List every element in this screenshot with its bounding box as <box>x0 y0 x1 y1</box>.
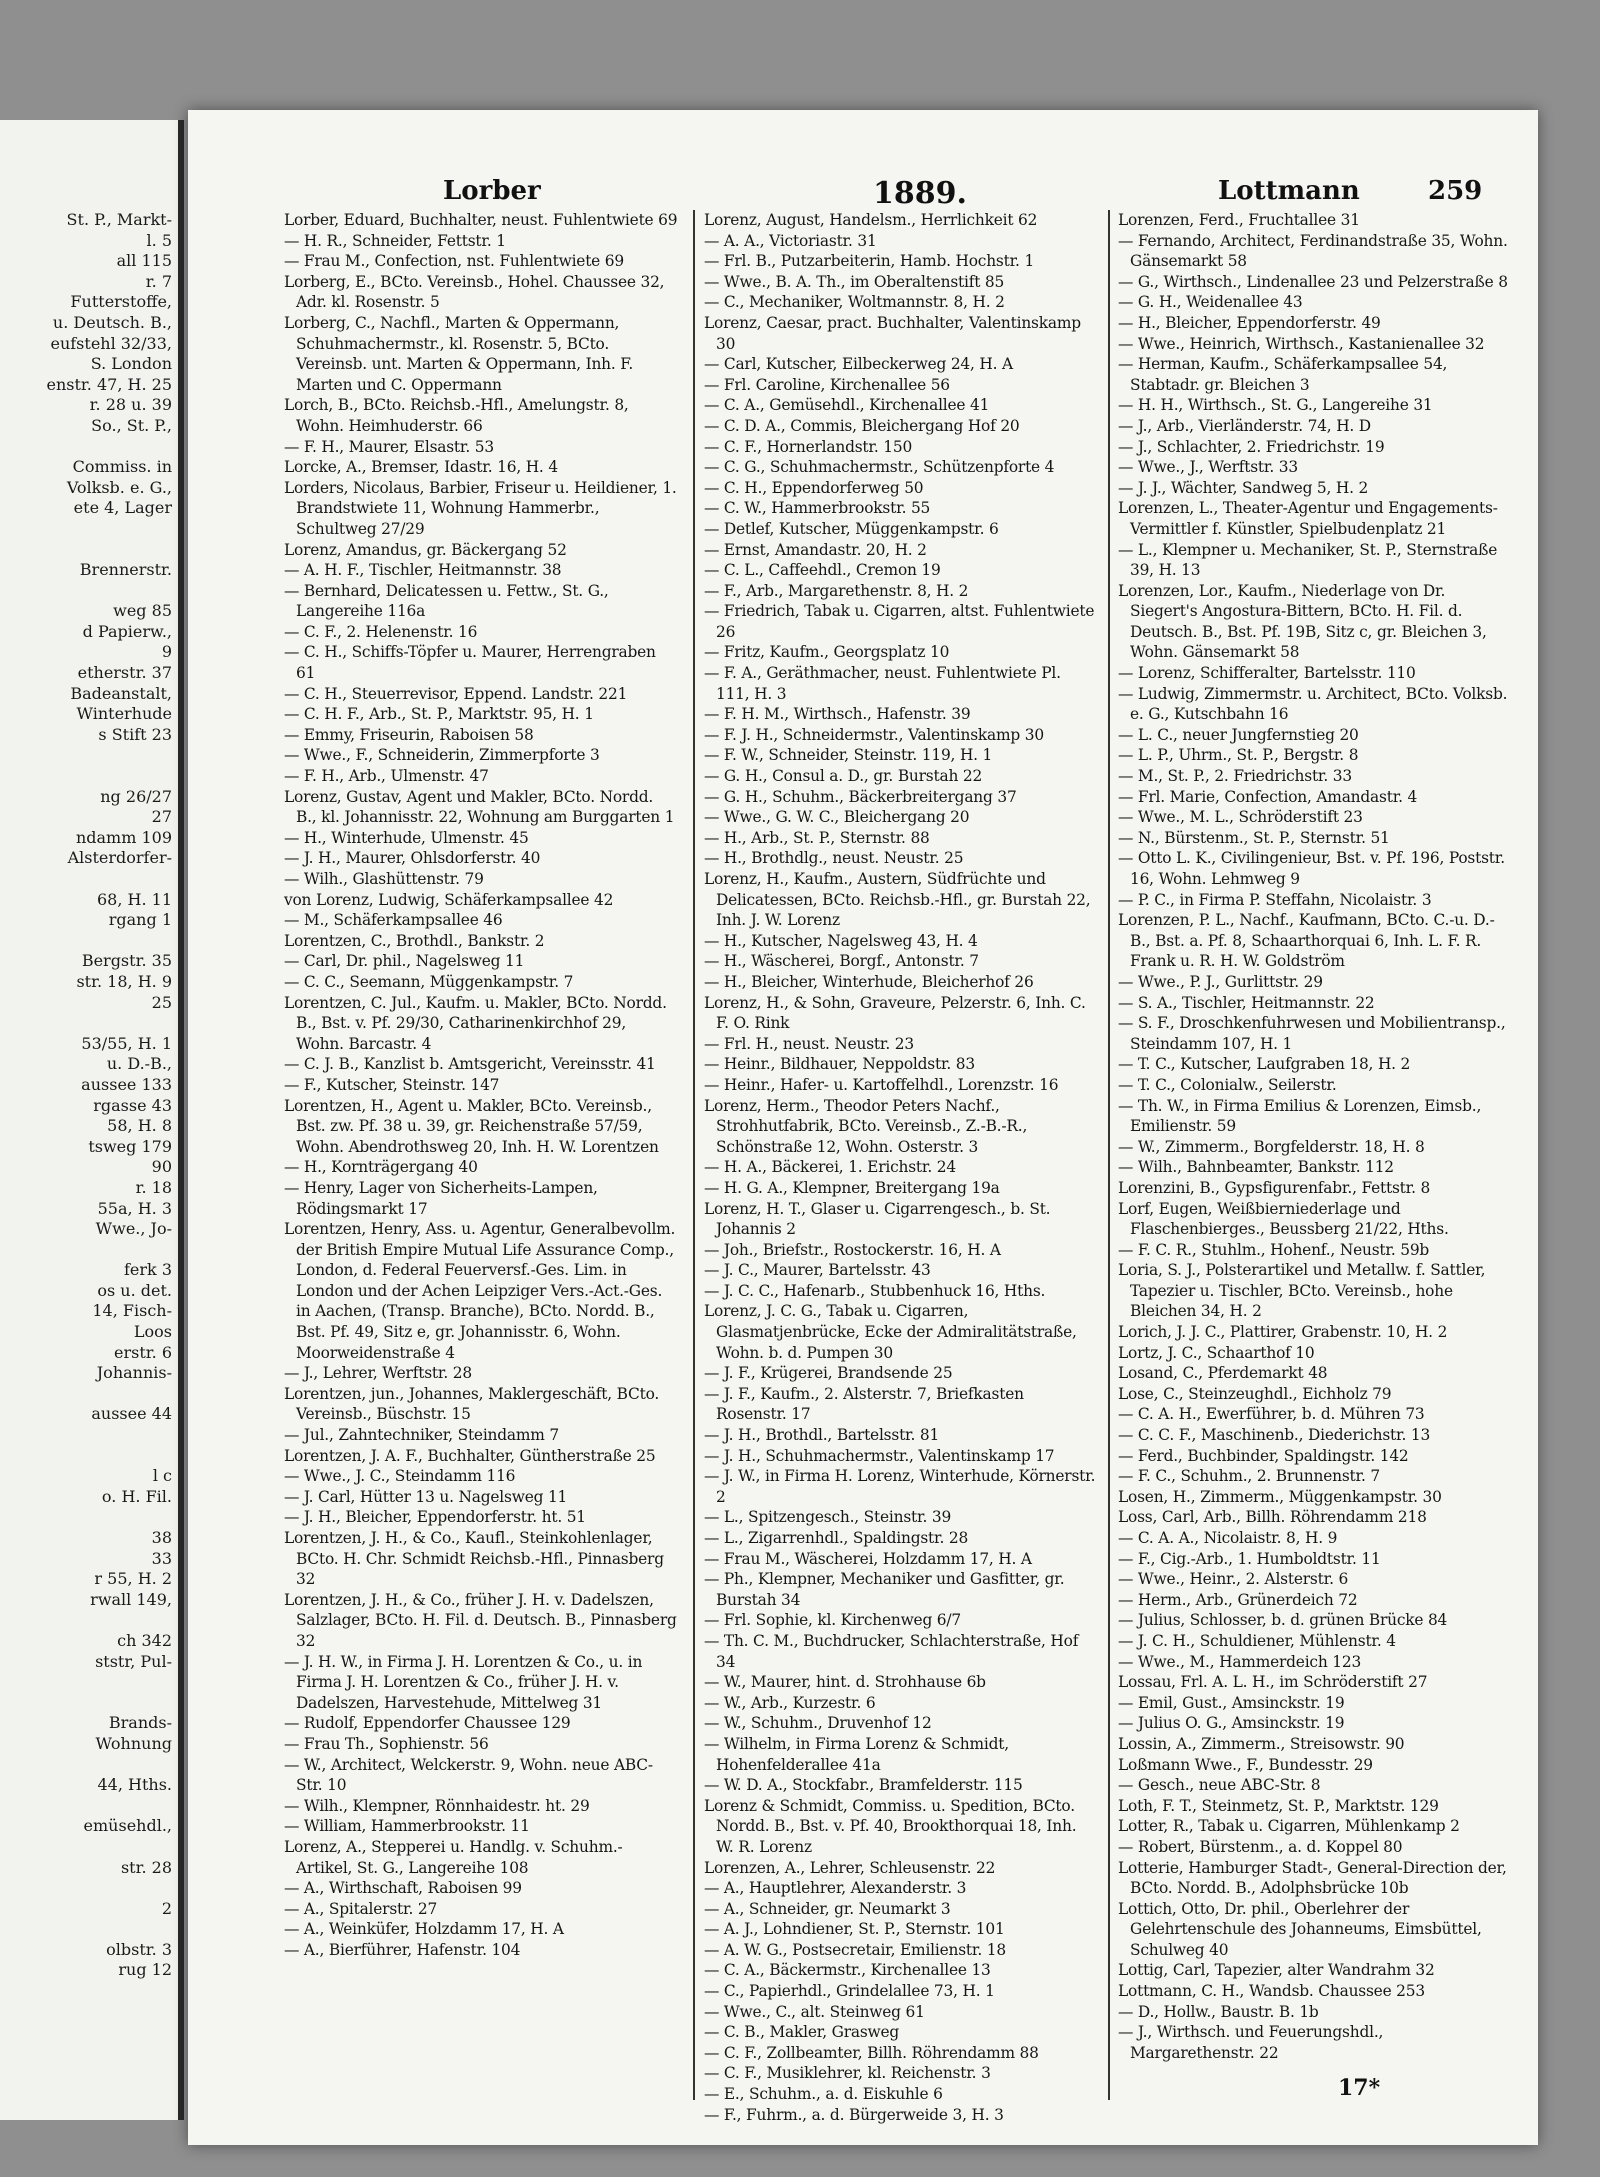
directory-entry: — A. A., Victoriastr. 31 <box>704 231 877 250</box>
directory-entry: Lorenzen, L., Theater-Agentur und Engagements-Vermittler f. Künstler, Spielbudenplatz 21 <box>1118 499 1498 538</box>
directory-entry: — Lorenz, Schifferalter, Bartelsstr. 110 <box>1118 664 1416 683</box>
column-divider <box>693 210 695 2100</box>
directory-entry: — Wwe., Heinr., 2. Alsterstr. 6 <box>1118 1570 1349 1589</box>
directory-entry: Lorentzen, C. Jul., Kaufm. u. Makler, BCto. Nordd. B., Bst. v. Pf. 29/30, Catharinenkirchhof 29, Wohn. Barcastr. 4 <box>284 993 667 1053</box>
left-fragment-line: d Papierw., <box>82 621 172 641</box>
directory-entry: Losen, H., Zimmerm., Müggenkampstr. 30 <box>1118 1487 1442 1506</box>
directory-entry: Lotter, R., Tabak u. Cigarren, Mühlenkamp 2 <box>1118 1817 1460 1836</box>
directory-entry: Lorenzen, P. L., Nachf., Kaufmann, BCto. C.-u. D.-B., Bst. a. Pf. 8, Schaarthorquai 6, Inh. L. F. R. Frank u. R. H. W. Goldström <box>1118 911 1495 971</box>
directory-entry: — F. A., Geräthmacher, neust. Fuhlentwiete Pl. 111, H. 3 <box>704 664 1061 703</box>
directory-entry: — C. H., Schiffs-Töpfer u. Maurer, Herrengraben 61 <box>284 643 656 683</box>
header-year: 1889. <box>873 176 967 211</box>
directory-entry: — H. G. A., Klempner, Breitergang 19a <box>704 1178 1000 1197</box>
directory-entry: — A., Wirthschaft, Raboisen 99 <box>284 1879 522 1898</box>
directory-entry: — Jul., Zahntechniker, Steindamm 7 <box>284 1426 559 1445</box>
left-fragment-line <box>0 1013 178 1034</box>
directory-entry: Lossau, Frl. A. L. H., im Schröderstift 27 <box>1118 1673 1428 1692</box>
directory-entry: — A., Spitalerstr. 27 <box>284 1899 438 1918</box>
left-page-text <box>0 120 178 1981</box>
directory-entry: — N., Bürstenm., St. P., Sternstr. 51 <box>1118 828 1390 847</box>
left-fragment-line: rwall 149, <box>90 1589 172 1609</box>
directory-entry: — J. H., Bleicher, Eppendorferstr. ht. 51 <box>284 1508 586 1527</box>
left-fragment-line: ststr, Pul- <box>95 1651 172 1671</box>
directory-entry: — Carl, Kutscher, Eilbeckerweg 24, H. A <box>704 355 1013 374</box>
left-fragment-line <box>0 1610 178 1631</box>
left-fragment-line <box>0 1878 178 1899</box>
directory-entry: — C. J. B., Kanzlist b. Amtsgericht, Vereinsstr. 41 <box>284 1055 656 1074</box>
directory-entry: Lose, C., Steinzeughdl., Eichholz 79 <box>1118 1384 1392 1403</box>
left-fragment-line: Brands- <box>108 1713 172 1733</box>
directory-entry: — Heinr., Hafer- u. Kartoffelhdl., Lorenzstr. 16 <box>704 1075 1059 1094</box>
directory-entry: — Joh., Briefstr., Rostockerstr. 16, H. A <box>704 1240 1001 1259</box>
directory-entry: Lorenz, H. T., Glaser u. Cigarrengesch., b. St. Johannis 2 <box>704 1199 1051 1239</box>
left-fragment-line: rgang 1 <box>108 910 172 930</box>
directory-entry: — J. F., Kaufm., 2. Alsterstr. 7, Briefkasten Rosenstr. 17 <box>704 1384 1024 1424</box>
left-fragment-line: ndamm 109 <box>75 827 172 847</box>
directory-entry: — H., Kutscher, Nagelsweg 43, H. 4 <box>704 931 978 950</box>
directory-entry: Lorberg, E., BCto. Vereinsb., Hohel. Chaussee 32, Adr. kl. Rosenstr. 5 <box>284 272 665 312</box>
left-fragment-line: 2 <box>161 1898 172 1918</box>
column-1 <box>284 210 678 1960</box>
directory-entry: — G. H., Consul a. D., gr. Burstah 22 <box>704 767 983 786</box>
left-fragment-line: r. 7 <box>145 271 172 291</box>
directory-entry: Lorch, B., BCto. Reichsb.-Hfl., Amelungstr. 8, Wohn. Heimhuderstr. 66 <box>284 396 629 435</box>
directory-entry: — Wwe., C., alt. Steinweg 61 <box>704 2002 925 2021</box>
signature-mark: 17* <box>1338 2075 1381 2101</box>
directory-entry: — F. H., Maurer, Elsastr. 53 <box>284 437 494 456</box>
directory-entry: Lorenzen, Ferd., Fruchtallee 31 <box>1118 211 1360 229</box>
directory-entry: Lorberg, C., Nachfl., Marten & Oppermann, Schuhmachermstr., kl. Rosenstr. 5, BCto. Vereinsb. unt. Marten & Oppermann, Inh. F. Marten und C. Oppermann <box>284 313 634 394</box>
directory-entry: Lorenz, Gustav, Agent und Makler, BCto. Nordd. B., kl. Johannisstr. 22, Wohnung am Burggarten 1 <box>284 787 675 827</box>
directory-entry: — A., Hauptlehrer, Alexanderstr. 3 <box>704 1879 967 1898</box>
directory-entry: — C. A., Gemüsehdl., Kirchenallee 41 <box>704 396 990 415</box>
directory-entry: — H. R., Schneider, Fettstr. 1 <box>284 231 506 250</box>
directory-entry: — Ph., Klempner, Mechaniker und Gasfitter, gr. Burstah 34 <box>704 1570 1065 1609</box>
left-fragment-line: 44, Hths. <box>97 1775 172 1795</box>
directory-entry: — S. A., Tischler, Heitmannstr. 22 <box>1118 993 1375 1012</box>
left-fragment-line: os u. det. <box>97 1280 172 1300</box>
directory-entry: — C. H. F., Arb., St. P., Marktstr. 95, H. 1 <box>284 705 594 724</box>
left-fragment-line: Wwe., Jo- <box>95 1219 172 1239</box>
directory-entry: — Wwe., P. J., Gurlittstr. 29 <box>1118 972 1323 991</box>
directory-entry: — C., Papierhdl., Grindelallee 73, H. 1 <box>704 1982 995 2001</box>
directory-entry: — C., Mechaniker, Woltmannstr. 8, H. 2 <box>704 293 1005 312</box>
directory-entry: Lorentzen, J. H., & Co., Kaufl., Steinkohlenlager, BCto. H. Chr. Schmidt Reichsb.-Hfl., Pinnasberg 32 <box>284 1529 664 1589</box>
left-fragment-line <box>0 1919 178 1940</box>
directory-entry: — Ernst, Amandastr. 20, H. 2 <box>704 540 927 559</box>
directory-entry: — W., Schuhm., Druvenhof 12 <box>704 1714 932 1733</box>
directory-entry: — Herm., Arb., Grünerdeich 72 <box>1118 1590 1358 1609</box>
directory-entry: — W., Maurer, hint. d. Strohhause 6b <box>704 1673 986 1692</box>
column-divider <box>1108 210 1110 2100</box>
directory-entry: Lotterie, Hamburger Stadt-, General-Direction der, BCto. Nordd. B., Adolphsbrücke 10b <box>1118 1858 1507 1898</box>
directory-entry: Lorentzen, H., Agent u. Makler, BCto. Vereinsb., Bst. zw. Pf. 38 u. 39, gr. Reichenstraße 57/59, Wohn. Abendrothsweg 20, Inh. H. W. Lorentzen <box>284 1096 659 1156</box>
directory-entry: Loria, S. J., Polsterartikel und Metallw. f. Sattler, Tapezier u. Tischler, BCto. Vereinsb., hohe Bleichen 34, H. 2 <box>1118 1261 1486 1321</box>
directory-entry: — J. H., Schuhmachermstr., Valentinskamp 17 <box>704 1446 1055 1465</box>
directory-entry: — J. W., in Firma H. Lorenz, Winterhude, Körnerstr. 2 <box>704 1467 1096 1506</box>
directory-entry: — A. H. F., Tischler, Heitmannstr. 38 <box>284 561 562 580</box>
left-fragment-line: aussee 44 <box>91 1404 172 1424</box>
directory-entry: — P. C., in Firma P. Steffahn, Nicolaistr. 3 <box>1118 890 1432 909</box>
directory-entry: — J., Arb., Vierländerstr. 74, H. D <box>1118 416 1371 435</box>
directory-entry: — A. W. G., Postsecretair, Emilienstr. 18 <box>704 1940 1006 1959</box>
directory-entry: — F. C. R., Stuhlm., Hohenf., Neustr. 59b <box>1118 1240 1430 1259</box>
left-fragment-line: 68, H. 11 <box>96 889 172 909</box>
left-fragment-line: rgasse 43 <box>93 1095 172 1115</box>
directory-entry: Lorentzen, J. A. F., Buchhalter, Güntherstraße 25 <box>284 1446 656 1465</box>
directory-entry: Lorenz, H., & Sohn, Graveure, Pelzerstr. 6, Inh. C. F. O. Rink <box>704 993 1086 1033</box>
directory-entry: — Wwe., G. W. C., Bleichergang 20 <box>704 808 970 827</box>
directory-entry: Lorenz & Schmidt, Commiss. u. Spedition, BCto. Nordd. B., Bst. v. Pf. 40, Brookthorquai 18, Inh. W. R. Lorenz <box>704 1796 1077 1856</box>
directory-entry: Loßmann Wwe., F., Bundesstr. 29 <box>1118 1755 1373 1774</box>
directory-entry: — Wilh., Bahnbeamter, Bankstr. 112 <box>1118 1158 1394 1177</box>
directory-entry: — Henry, Lager von Sicherheits-Lampen, Rödingsmarkt 17 <box>284 1178 598 1218</box>
left-fragment-line: weg 85 <box>113 601 172 621</box>
left-fragment-line: Wohnung <box>95 1733 172 1753</box>
directory-entry: — C. A. A., Nicolaistr. 8, H. 9 <box>1118 1529 1338 1547</box>
directory-entry: — Otto L. K., Civilingenieur, Bst. v. Pf. 196, Poststr. 16, Wohn. Lehmweg 9 <box>1118 849 1505 888</box>
directory-entry: — F., Arb., Margarethenstr. 8, H. 2 <box>704 581 969 600</box>
directory-entry: — Frau M., Confection, nst. Fuhlentwiete 69 <box>284 252 624 271</box>
directory-entry: — Wilh., Klempner, Rönnhaidestr. ht. 29 <box>284 1796 590 1815</box>
left-fragment-line: Badeanstalt, <box>70 683 172 703</box>
directory-entry: — C. F., Musiklehrer, kl. Reichenstr. 3 <box>704 2064 991 2083</box>
left-fragment-line: 58, H. 8 <box>107 1116 172 1136</box>
directory-entry: — J. C., Maurer, Bartelsstr. 43 <box>704 1261 931 1280</box>
directory-entry: — Ferd., Buchbinder, Spaldingstr. 142 <box>1118 1446 1409 1465</box>
left-fragment-line: eufstehl 32/33, <box>50 333 172 353</box>
left-fragment-line: Johannis- <box>96 1363 172 1383</box>
directory-entry: Lorenzen, A., Lehrer, Schleusenstr. 22 <box>704 1858 996 1877</box>
directory-entry: Lottig, Carl, Tapezier, alter Wandrahm 32 <box>1118 1961 1435 1980</box>
left-fragment-line: ch 342 <box>117 1630 172 1650</box>
directory-entry: — Friedrich, Tabak u. Cigarren, altst. Fuhlentwiete 26 <box>704 602 1095 641</box>
left-fragment-line: l. 5 <box>146 230 172 250</box>
left-fragment-line <box>0 1384 178 1405</box>
directory-entry: — C. F., Hornerlandstr. 150 <box>704 437 913 456</box>
directory-entry: — M., St. P., 2. Friedrichstr. 33 <box>1118 767 1352 786</box>
directory-entry: Lorenzini, B., Gypsfigurenfabr., Fettstr. 8 <box>1118 1178 1431 1197</box>
directory-entry: — Emmy, Friseurin, Raboisen 58 <box>284 725 534 744</box>
directory-entry: — G., Wirthsch., Lindenallee 23 und Pelzerstraße 8 <box>1118 272 1508 291</box>
directory-entry: Lorenz, August, Handelsm., Herrlichkeit 62 <box>704 211 1038 229</box>
directory-entry: — Julius O. G., Amsinckstr. 19 <box>1118 1714 1345 1733</box>
left-fragment-line: enstr. 47, H. 25 <box>46 374 172 394</box>
left-fragment-line: ferk 3 <box>124 1260 172 1280</box>
directory-entry: — Frl. H., neust. Neustr. 23 <box>704 1034 914 1053</box>
left-fragment-line <box>0 1240 178 1261</box>
directory-entry: — C. F., Zollbeamter, Billh. Röhrendamm 88 <box>704 2043 1039 2062</box>
directory-entry: — Julius, Schlosser, b. d. grünen Brücke 84 <box>1118 1611 1448 1630</box>
directory-entry: — William, Hammerbrookstr. 11 <box>284 1817 530 1836</box>
directory-entry: — C. G., Schuhmachermstr., Schützenpforte 4 <box>704 458 1055 477</box>
directory-entry: — Bernhard, Delicatessen u. Fettw., St. G., Langereihe 116a <box>284 581 609 621</box>
directory-entry: Lorcke, A., Bremser, Idastr. 16, H. 4 <box>284 458 558 477</box>
directory-entry: Lorenzen, Lor., Kaufm., Niederlage von Dr. Siegert's Angostura-Bittern, BCto. H. Fil. d. Deutsch. B., Bst. Pf. 19B, Sitz c, gr. Bleichen 3, Wohn. Gänsemarkt 58 <box>1118 581 1487 662</box>
directory-entry: — J. H., Maurer, Ohlsdorferstr. 40 <box>284 849 541 868</box>
left-fragment-line: Bergstr. 35 <box>81 951 172 971</box>
directory-entry: — Wwe., J. C., Steindamm 116 <box>284 1467 516 1486</box>
directory-entry: Lorentzen, J. H., & Co., früher J. H. v. Dadelszen, Salzlager, BCto. H. Fil. d. Deutsch. B., Pinnasberg 32 <box>284 1590 677 1650</box>
directory-entry: Lossin, A., Zimmerm., Streisowstr. 90 <box>1118 1734 1405 1753</box>
left-fragment-line: u. Deutsch. B., <box>52 312 172 332</box>
directory-entry: Lottich, Otto, Dr. phil., Oberlehrer der Gelehrtenschule des Johanneums, Eimsbüttel, Schulweg 40 <box>1118 1899 1482 1959</box>
left-fragment-line: u. D.-B., <box>106 1054 172 1074</box>
left-fragment-line <box>0 1693 178 1714</box>
directory-entry: — L. C., neuer Jungfernstieg 20 <box>1118 725 1359 744</box>
directory-entry: Lorentzen, C., Brothdl., Bankstr. 2 <box>284 931 545 950</box>
left-fragment-line: 33 <box>151 1548 172 1568</box>
directory-entry: — H., Bleicher, Winterhude, Bleicherhof 26 <box>704 972 1034 991</box>
directory-entry: von Lorenz, Ludwig, Schäferkampsallee 42 <box>284 890 614 909</box>
directory-entry: Loss, Carl, Arb., Billh. Röhrendamm 218 <box>1118 1508 1427 1527</box>
left-fragment-line: Brennerstr. <box>79 560 172 580</box>
left-fragment-line: St. P., Markt- <box>66 210 172 229</box>
directory-entry: — W., Zimmerm., Borgfelderstr. 18, H. 8 <box>1118 1137 1425 1156</box>
directory-entry: — Wwe., M., Hammerdeich 123 <box>1118 1652 1362 1671</box>
directory-entry: — H. A., Bäckerei, 1. Erichstr. 24 <box>704 1158 956 1177</box>
left-fragment-line <box>0 931 178 952</box>
directory-entry: — F. C., Schuhm., 2. Brunnenstr. 7 <box>1118 1467 1380 1486</box>
directory-entry: — Th. W., in Firma Emilius & Lorenzen, Eimsb., Emilienstr. 59 <box>1118 1096 1482 1136</box>
left-fragment-line: 9 <box>161 642 172 662</box>
directory-entry: Lorber, Eduard, Buchhalter, neust. Fuhlentwiete 69 <box>284 211 678 229</box>
left-fragment-line: aussee 133 <box>81 1074 172 1094</box>
directory-entry: — L., Spitzengesch., Steinstr. 39 <box>704 1508 952 1527</box>
left-fragment-line: s Stift 23 <box>98 724 172 744</box>
directory-entry: — Wwe., B. A. Th., im Oberaltenstift 85 <box>704 272 1005 291</box>
directory-entry: — J. Carl, Hütter 13 u. Nagelsweg 11 <box>284 1487 568 1506</box>
directory-entry: — C. C., Seemann, Müggenkampstr. 7 <box>284 972 574 991</box>
directory-entry: — Frau M., Wäscherei, Holzdamm 17, H. A <box>704 1549 1032 1568</box>
directory-entry: — C. A., Bäckermstr., Kirchenallee 13 <box>704 1961 991 1980</box>
directory-entry: Lorentzen, Henry, Ass. u. Agentur, Generalbevollm. der British Empire Mutual Life Assurance Comp., London, d. Federal Feuerversf.-Ges. Lim. in London und der Achen Leipziger Vers.-Act.-Ges. in Aachen, (Transp. Branche), BCto. Nordd. B., Bst. Pf. 49, Sitz e, gr. Johannisstr. 6, Wohn. Moorweidenstraße 4 <box>284 1220 676 1362</box>
directory-entry: — Robert, Bürstenm., a. d. Koppel 80 <box>1118 1837 1403 1856</box>
left-fragment-line: olbstr. 3 <box>106 1939 172 1959</box>
directory-entry: — Rudolf, Eppendorfer Chaussee 129 <box>284 1714 571 1733</box>
left-fragment-line <box>0 869 178 890</box>
left-fragment-line <box>0 1796 178 1817</box>
left-fragment-line: 38 <box>151 1528 172 1547</box>
directory-entry: — A., Weinküfer, Holzdamm 17, H. A <box>284 1920 564 1939</box>
directory-entry: — H., Bleicher, Eppendorferstr. 49 <box>1118 313 1381 332</box>
directory-entry: Loth, F. T., Steinmetz, St. P., Marktstr. 129 <box>1118 1796 1439 1815</box>
directory-entry: — C. B., Makler, Grasweg <box>704 2023 900 2042</box>
left-fragment-line: o. H. Fil. <box>101 1486 172 1506</box>
left-fragment-line: etherstr. 37 <box>77 663 172 683</box>
directory-entry: Lorenz, H., Kaufm., Austern, Südfrüchte und Delicatessen, BCto. Reichsb.-Hfl., gr. Burstah 22, Inh. J. W. Lorenz <box>704 870 1091 930</box>
left-fragment-line: Volksb. e. G., <box>66 477 172 497</box>
left-fragment-line <box>0 745 178 766</box>
directory-entry: — Herman, Kaufm., Schäferkampsallee 54, Stabtadr. gr. Bleichen 3 <box>1118 355 1448 394</box>
left-fragment-line: l c <box>152 1466 172 1486</box>
directory-entry: — Wwe., M. L., Schröderstift 23 <box>1118 808 1363 827</box>
left-fragment-line: ete 4, Lager <box>73 498 172 518</box>
header-right-word: Lottmann <box>1218 176 1360 206</box>
directory-entry: Lottmann, C. H., Wandsb. Chaussee 253 <box>1118 1982 1425 2001</box>
directory-entry: — Detlef, Kutscher, Müggenkampstr. 6 <box>704 519 999 538</box>
directory-entry: — Fernando, Architect, Ferdinandstraße 35, Wohn. Gänsemarkt 58 <box>1118 231 1508 271</box>
directory-entry: Lorenz, A., Stepperei u. Handlg. v. Schuhm.-Artikel, St. G., Langereihe 108 <box>284 1837 623 1877</box>
left-fragment-line: r. 18 <box>135 1177 172 1197</box>
left-fragment-line: r. 28 u. 39 <box>89 395 172 415</box>
left-fragment-line: 25 <box>151 992 172 1012</box>
directory-entry: — Wwe., J., Werftstr. 33 <box>1118 458 1298 477</box>
directory-entry: — J. C. H., Schuldiener, Mühlenstr. 4 <box>1118 1631 1396 1650</box>
directory-entry: — J., Wirthsch. und Feuerungshdl., Margarethenstr. 22 <box>1118 2023 1384 2062</box>
directory-entry: — W., Architect, Welckerstr. 9, Wohn. neue ABC-Str. 10 <box>284 1755 653 1795</box>
left-fragment-line: erstr. 6 <box>114 1342 172 1362</box>
directory-page <box>188 110 1538 2145</box>
directory-entry: — T. C., Kutscher, Laufgraben 18, H. 2 <box>1118 1055 1411 1074</box>
directory-entry: — H., Winterhude, Ulmenstr. 45 <box>284 828 529 847</box>
left-fragment-line: 14, Fisch- <box>92 1301 172 1321</box>
directory-entry: Lorenz, Amandus, gr. Bäckergang 52 <box>284 540 567 559</box>
page-number: 259 <box>1428 176 1483 206</box>
directory-entry: — H., Kornträgergang 40 <box>284 1158 478 1177</box>
directory-entry: — F., Cig.-Arb., 1. Humboldtstr. 11 <box>1118 1549 1381 1568</box>
directory-entry: — C. H., Eppendorferweg 50 <box>704 478 924 497</box>
directory-entry: — J. J., Wächter, Sandweg 5, H. 2 <box>1118 478 1369 497</box>
left-fragment-line: tsweg 179 <box>88 1136 172 1156</box>
directory-entry: — L., Klempner u. Mechaniker, St. P., Sternstraße 39, H. 13 <box>1118 540 1498 580</box>
directory-entry: — Frl. Marie, Confection, Amandastr. 4 <box>1118 787 1418 806</box>
directory-entry: — C. A. H., Ewerführer, b. d. Mühren 73 <box>1118 1405 1425 1424</box>
left-fragment-line: all 115 <box>116 251 172 271</box>
directory-entry: — C. D. A., Commis, Bleichergang Hof 20 <box>704 416 1020 435</box>
directory-entry: — F., Kutscher, Steinstr. 147 <box>284 1075 500 1094</box>
directory-entry: — J., Lehrer, Werftstr. 28 <box>284 1364 472 1383</box>
directory-entry: — H., Arb., St. P., Sternstr. 88 <box>704 828 930 847</box>
left-fragment-line: Alsterdorfer- <box>67 848 172 868</box>
directory-entry: — C. W., Hammerbrookstr. 55 <box>704 499 931 518</box>
directory-entry: — J. H. W., in Firma J. H. Lorentzen & Co., u. in Firma J. H. Lorentzen & Co., früher J. H. v. Dadelszen, Harvestehude, Mittelweg 31 <box>284 1652 643 1712</box>
directory-entry: — Wwe., F., Schneiderin, Zimmerpforte 3 <box>284 746 600 765</box>
directory-entry: — F. J. H., Schneidermstr., Valentinskamp 30 <box>704 725 1044 744</box>
left-fragment-line: S. London <box>90 354 172 374</box>
left-fragment-line: Commiss. in <box>72 457 172 477</box>
directory-entry: — Fritz, Kaufm., Georgsplatz 10 <box>704 643 950 662</box>
directory-entry: — H. H., Wirthsch., St. G., Langereihe 31 <box>1118 396 1433 415</box>
directory-entry: — C. H., Steuerrevisor, Eppend. Landstr. 221 <box>284 684 628 703</box>
directory-entry: — Wilhelm, in Firma Lorenz & Schmidt, Hohenfelderallee 41a <box>704 1734 1009 1774</box>
directory-entry: — Ludwig, Zimmermstr. u. Architect, BCto. Volksb. e. G., Kutschbahn 16 <box>1118 684 1508 724</box>
left-fragment-line: 90 <box>151 1157 172 1177</box>
directory-entry: Lorenz, Caesar, pract. Buchhalter, Valentinskamp 30 <box>704 313 1081 353</box>
directory-entry: — H., Brothdlg., neust. Neustr. 25 <box>704 849 964 868</box>
directory-entry: — L. P., Uhrm., St. P., Bergstr. 8 <box>1118 746 1359 765</box>
directory-entry: — W., Arb., Kurzestr. 6 <box>704 1693 876 1712</box>
directory-entry: — A., Schneider, gr. Neumarkt 3 <box>704 1899 951 1918</box>
directory-entry: Lorf, Eugen, Weißbierniederlage und Flaschenbierges., Beussberg 21/22, Hths. <box>1118 1199 1449 1239</box>
directory-entry: — L., Zigarrenhdl., Spaldingstr. 28 <box>704 1529 969 1547</box>
directory-entry: — Carl, Dr. phil., Nagelsweg 11 <box>284 952 525 971</box>
left-fragment-line: r 55, H. 2 <box>94 1569 172 1589</box>
left-fragment-line: 55a, H. 3 <box>97 1198 172 1218</box>
left-fragment-line: emüsehdl., <box>83 1816 172 1836</box>
directory-entry: — J., Schlachter, 2. Friedrichstr. 19 <box>1118 437 1385 456</box>
left-fragment-line <box>0 1672 178 1693</box>
directory-entry: — H., Wäscherei, Borgf., Antonstr. 7 <box>704 952 979 971</box>
left-fragment-line <box>0 1507 178 1528</box>
left-fragment-line <box>0 766 178 787</box>
directory-entry: — J. C. C., Hafenarb., Stubbenhuck 16, Hths. <box>704 1281 1046 1300</box>
left-fragment-line: Loos <box>133 1322 172 1342</box>
directory-entry: — J. H., Brothdl., Bartelsstr. 81 <box>704 1426 940 1445</box>
column-2 <box>704 210 1098 2125</box>
directory-entry: — A., Bierführer, Hafenstr. 104 <box>284 1940 521 1959</box>
left-fragment-line <box>0 1837 178 1858</box>
directory-entry: — Wwe., Heinrich, Wirthsch., Kastanienallee 32 <box>1118 334 1485 353</box>
directory-entry: Lorentzen, jun., Johannes, Maklergeschäft, BCto. Vereinsb., Büschstr. 15 <box>284 1384 660 1424</box>
directory-entry: Lorders, Nicolaus, Barbier, Friseur u. Heildiener, 1. Brandstwiete 11, Wohnung Hammerbr., Schultweg 27/29 <box>284 478 677 538</box>
directory-entry: — J. F., Krügerei, Brandsende 25 <box>704 1364 953 1383</box>
directory-entry: — F. W., Schneider, Steinstr. 119, H. 1 <box>704 746 993 765</box>
left-fragment-line: str. 28 <box>120 1857 172 1877</box>
directory-entry: Lorenz, J. C. G., Tabak u. Cigarren, Glasmatjenbrücke, Ecke der Admiralitätstraße, Wohn. b. d. Pumpen 30 <box>704 1302 1077 1362</box>
left-fragment-line: 27 <box>151 807 172 827</box>
directory-entry: Lortz, J. C., Schaarthof 10 <box>1118 1343 1315 1362</box>
directory-entry: — Frau Th., Sophienstr. 56 <box>284 1734 489 1753</box>
left-fragment-line: 53/55, H. 1 <box>81 1033 172 1053</box>
directory-entry: — T. C., Colonialw., Seilerstr. <box>1118 1075 1337 1094</box>
directory-entry: — C. C. F., Maschinenb., Diederichstr. 13 <box>1118 1426 1431 1445</box>
directory-entry: — A. J., Lohndiener, St. P., Sternstr. 101 <box>704 1920 1005 1939</box>
left-fragment-line <box>0 1755 178 1776</box>
directory-entry: Lorich, J. J. C., Plattirer, Grabenstr. 10, H. 2 <box>1118 1323 1448 1342</box>
directory-entry: Lorenz, Herm., Theodor Peters Nachf., Strohhutfabrik, BCto. Vereinsb., Z.-B.-R., Schönstraße 12, Wohn. Osterstr. 3 <box>704 1096 1028 1156</box>
column-3 <box>1118 210 1512 2063</box>
directory-entry: — F. H., Arb., Ulmenstr. 47 <box>284 767 489 786</box>
left-fragment-line: rug 12 <box>118 1960 172 1980</box>
left-fragment-line: Futterstoffe, <box>70 292 172 312</box>
directory-entry: — Th. C. M., Buchdrucker, Schlachterstraße, Hof 34 <box>704 1631 1079 1671</box>
left-fragment-line <box>0 1425 178 1446</box>
directory-entry: — F., Fuhrm., a. d. Bürgerweide 3, H. 3 <box>704 2105 1004 2124</box>
header-left-word: Lorber <box>443 176 541 206</box>
directory-entry: — C. L., Caffeehdl., Cremon 19 <box>704 561 941 580</box>
directory-entry: Losand, C., Pferdemarkt 48 <box>1118 1364 1328 1383</box>
directory-entry: — F. H. M., Wirthsch., Hafenstr. 39 <box>704 705 971 724</box>
left-fragment-line: ng 26/27 <box>100 786 172 806</box>
directory-entry: — Wilh., Glashüttenstr. 79 <box>284 870 484 888</box>
left-fragment-line <box>0 437 178 458</box>
directory-entry: — Frl. Sophie, kl. Kirchenweg 6/7 <box>704 1611 961 1630</box>
directory-entry: — W. D. A., Stockfabr., Bramfelderstr. 115 <box>704 1776 1023 1795</box>
left-fragment-line <box>0 540 178 561</box>
left-fragment-line <box>0 1446 178 1467</box>
directory-entry: — G. H., Schuhm., Bäckerbreitergang 37 <box>704 787 1017 806</box>
left-fragment-line: So., St. P., <box>91 415 172 435</box>
directory-entry: — M., Schäferkampsallee 46 <box>284 911 503 930</box>
directory-entry: — D., Hollw., Baustr. B. 1b <box>1118 2002 1319 2021</box>
left-fragment-line: str. 18, H. 9 <box>76 971 172 991</box>
directory-entry: — S. F., Droschkenfuhrwesen und Mobilientransp., Steindamm 107, H. 1 <box>1118 1014 1506 1053</box>
directory-entry: — E., Schuhm., a. d. Eiskuhle 6 <box>704 2085 943 2104</box>
directory-entry: — Heinr., Bildhauer, Neppoldstr. 83 <box>704 1055 975 1074</box>
left-fragment-line <box>0 519 178 540</box>
left-fragment-line: Winterhude <box>76 704 172 724</box>
directory-entry: — Frl. Caroline, Kirchenallee 56 <box>704 375 950 394</box>
directory-entry: — C. F., 2. Helenenstr. 16 <box>284 622 478 641</box>
left-fragment-line <box>0 581 178 602</box>
directory-entry: — Frl. B., Putzarbeiterin, Hamb. Hochstr. 1 <box>704 252 1035 271</box>
directory-entry: — Emil, Gust., Amsinckstr. 19 <box>1118 1693 1345 1712</box>
directory-entry: — G. H., Weidenallee 43 <box>1118 293 1303 312</box>
directory-entry: — Gesch., neue ABC-Str. 8 <box>1118 1776 1321 1795</box>
left-page-fragment <box>0 120 184 2120</box>
